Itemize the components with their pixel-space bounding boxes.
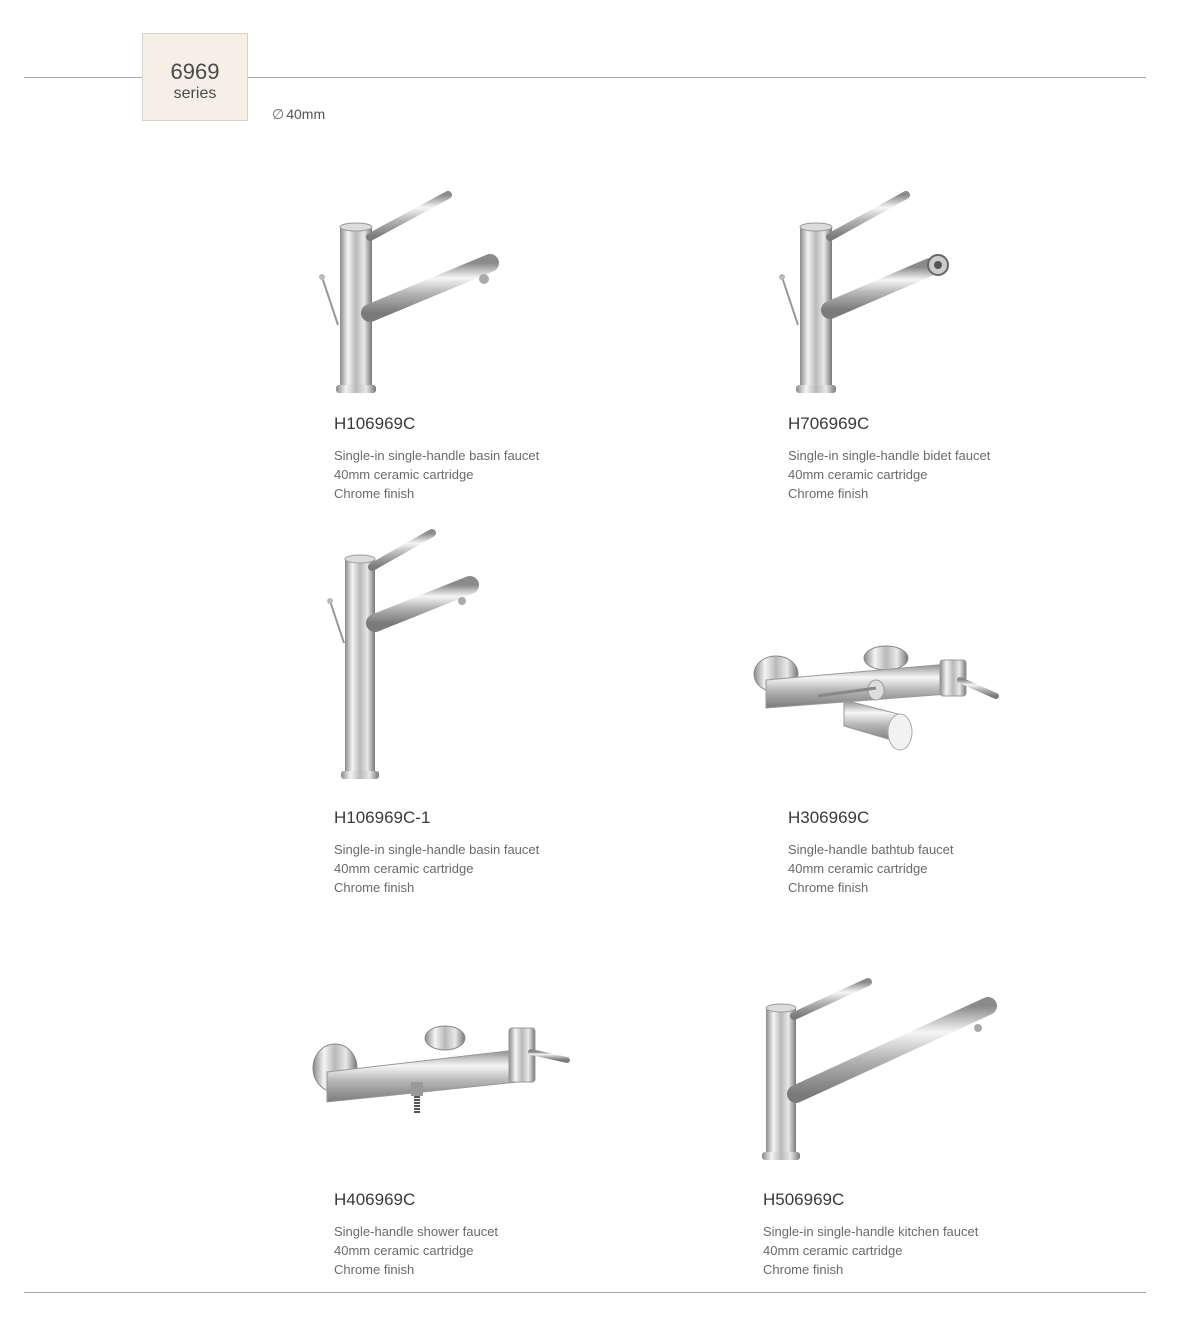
product-code: H106969C-1 [334,808,431,827]
product-type: Single-handle bathtub faucet [788,842,954,857]
series-number: 6969 [170,59,220,84]
product-type: Single-in single-handle basin faucet [334,448,540,463]
diameter-value: 40mm [286,106,326,122]
product-cartridge: 40mm ceramic cartridge [763,1243,903,1258]
product-finish: Chrome finish [334,1262,415,1277]
tall-basin-faucet-icon [320,525,490,785]
product-finish: Chrome finish [334,486,415,501]
diameter-symbol: ∅ [272,106,285,122]
product-code: H506969C [763,1190,845,1209]
kitchen-faucet-icon [750,972,1005,1167]
cartridge-diameter [272,106,325,123]
series-label: series [173,85,217,102]
product-type: Single-in single-handle kitchen faucet [763,1224,979,1239]
product-cartridge: 40mm ceramic cartridge [788,861,928,876]
product-type: Single-handle shower faucet [334,1224,499,1239]
product-code: H406969C [334,1190,416,1209]
product-finish: Chrome finish [788,486,869,501]
product-finish: Chrome finish [763,1262,844,1277]
product-description [788,840,954,897]
product-code: H706969C [788,414,870,433]
product-code: H306969C [788,808,870,827]
bottom-divider [24,1292,1146,1293]
product-cartridge: 40mm ceramic cartridge [334,861,474,876]
product-description [334,446,539,503]
product-finish: Chrome finish [788,880,869,895]
basin-faucet-icon [310,185,510,400]
product-description [788,446,990,503]
product-type: Single-in single-handle bidet faucet [788,448,991,463]
product-cartridge: 40mm ceramic cartridge [334,1243,474,1258]
product-description [334,840,539,897]
bidet-faucet-icon [770,185,970,400]
product-description [334,1222,498,1279]
product-cartridge: 40mm ceramic cartridge [334,467,474,482]
product-description [763,1222,978,1279]
bathtub-faucet-icon [748,640,1003,760]
product-finish: Chrome finish [334,880,415,895]
product-type: Single-in single-handle basin faucet [334,842,540,857]
shower-faucet-icon [305,1020,575,1120]
series-badge [142,33,248,121]
product-cartridge: 40mm ceramic cartridge [788,467,928,482]
product-code: H106969C [334,414,416,433]
